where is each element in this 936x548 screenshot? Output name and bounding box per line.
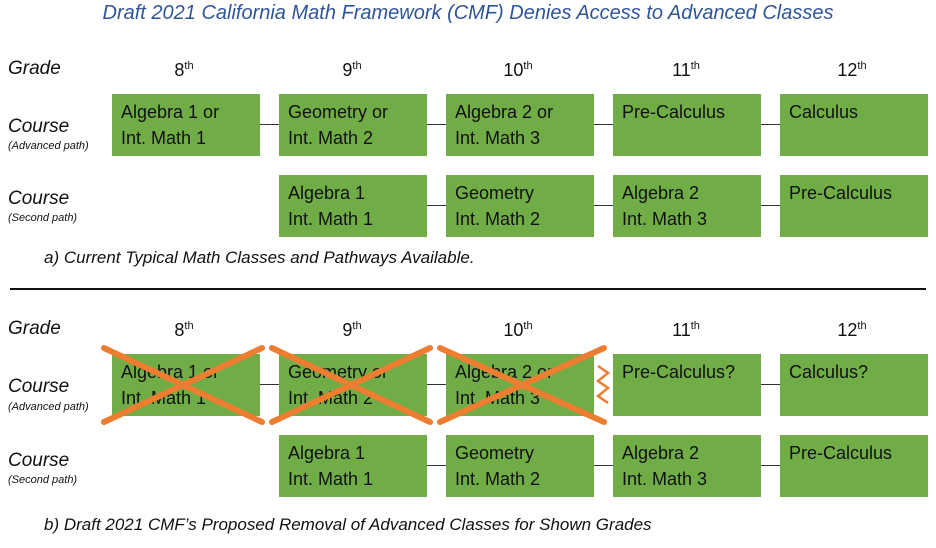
grade-10-header-a: 10th bbox=[503, 60, 533, 80]
grade-12-header-b: 12th bbox=[837, 320, 867, 340]
course-box-a-adv-9: Geometry or Int. Math 2 bbox=[279, 94, 427, 156]
course-box-b-sec-12: Pre-Calculus bbox=[780, 435, 928, 497]
grade-11-header-a: 11th bbox=[672, 60, 700, 80]
grade-11-header-b: 11th bbox=[672, 320, 700, 340]
course-box-b-sec-10: Geometry Int. Math 2 bbox=[446, 435, 594, 497]
diagram-title: Draft 2021 California Math Framework (CMF) Denies Access to Advanced Classes bbox=[102, 2, 834, 24]
advanced-path-label-b: (Advanced path) bbox=[8, 401, 89, 413]
course-box-a-sec-12: Pre-Calculus bbox=[780, 175, 928, 237]
course-second-label-b: Course bbox=[8, 450, 70, 471]
course-box-b-adv-9: Geometry or Int. Math 2 bbox=[279, 354, 427, 416]
course-box-b-adv-10: Algebra 2 or Int. Math 3 bbox=[446, 354, 594, 416]
caption-b: b) Draft 2021 CMF’s Proposed Removal of Advanced Classes for Shown Grades bbox=[44, 515, 652, 534]
grade-8-header-b: 8th bbox=[174, 320, 194, 340]
advanced-path-label-a: (Advanced path) bbox=[8, 140, 89, 152]
course-advanced-label-b: Course bbox=[8, 376, 70, 397]
caption-a: a) Current Typical Math Classes and Pathways Available. bbox=[44, 248, 475, 267]
grade-row-label-b: Grade bbox=[8, 318, 61, 339]
grade-8-header-a: 8th bbox=[174, 60, 194, 80]
grade-9-header-a: 9th bbox=[342, 60, 362, 80]
course-box-a-adv-10: Algebra 2 or Int. Math 3 bbox=[446, 94, 594, 156]
course-box-b-adv-8: Algebra 1 or Int. Math 1 bbox=[112, 354, 260, 416]
second-path-label-a: (Second path) bbox=[8, 212, 78, 224]
course-second-label-a: Course bbox=[8, 188, 70, 209]
course-box-a-adv-11: Pre-Calculus bbox=[613, 94, 761, 156]
grade-9-header-b: 9th bbox=[342, 320, 362, 340]
grade-10-header-b: 10th bbox=[503, 320, 533, 340]
course-advanced-label-a: Course bbox=[8, 116, 70, 137]
grade-row-label-a: Grade bbox=[8, 58, 61, 79]
course-box-b-sec-9: Algebra 1 Int. Math 1 bbox=[279, 435, 427, 497]
course-box-a-adv-8: Algebra 1 or Int. Math 1 bbox=[112, 94, 260, 156]
second-path-label-b: (Second path) bbox=[8, 474, 78, 486]
grade-12-header-a: 12th bbox=[837, 60, 867, 80]
course-box-a-adv-12: Calculus bbox=[780, 94, 928, 156]
course-box-b-adv-11: Pre-Calculus? bbox=[613, 354, 761, 416]
course-box-b-adv-12: Calculus? bbox=[780, 354, 928, 416]
course-box-b-sec-11: Algebra 2 Int. Math 3 bbox=[613, 435, 761, 497]
course-box-a-sec-11: Algebra 2 Int. Math 3 bbox=[613, 175, 761, 237]
course-box-a-sec-9: Algebra 1 Int. Math 1 bbox=[279, 175, 427, 237]
course-box-a-sec-10: Geometry Int. Math 2 bbox=[446, 175, 594, 237]
broken-link-icon bbox=[598, 366, 608, 403]
